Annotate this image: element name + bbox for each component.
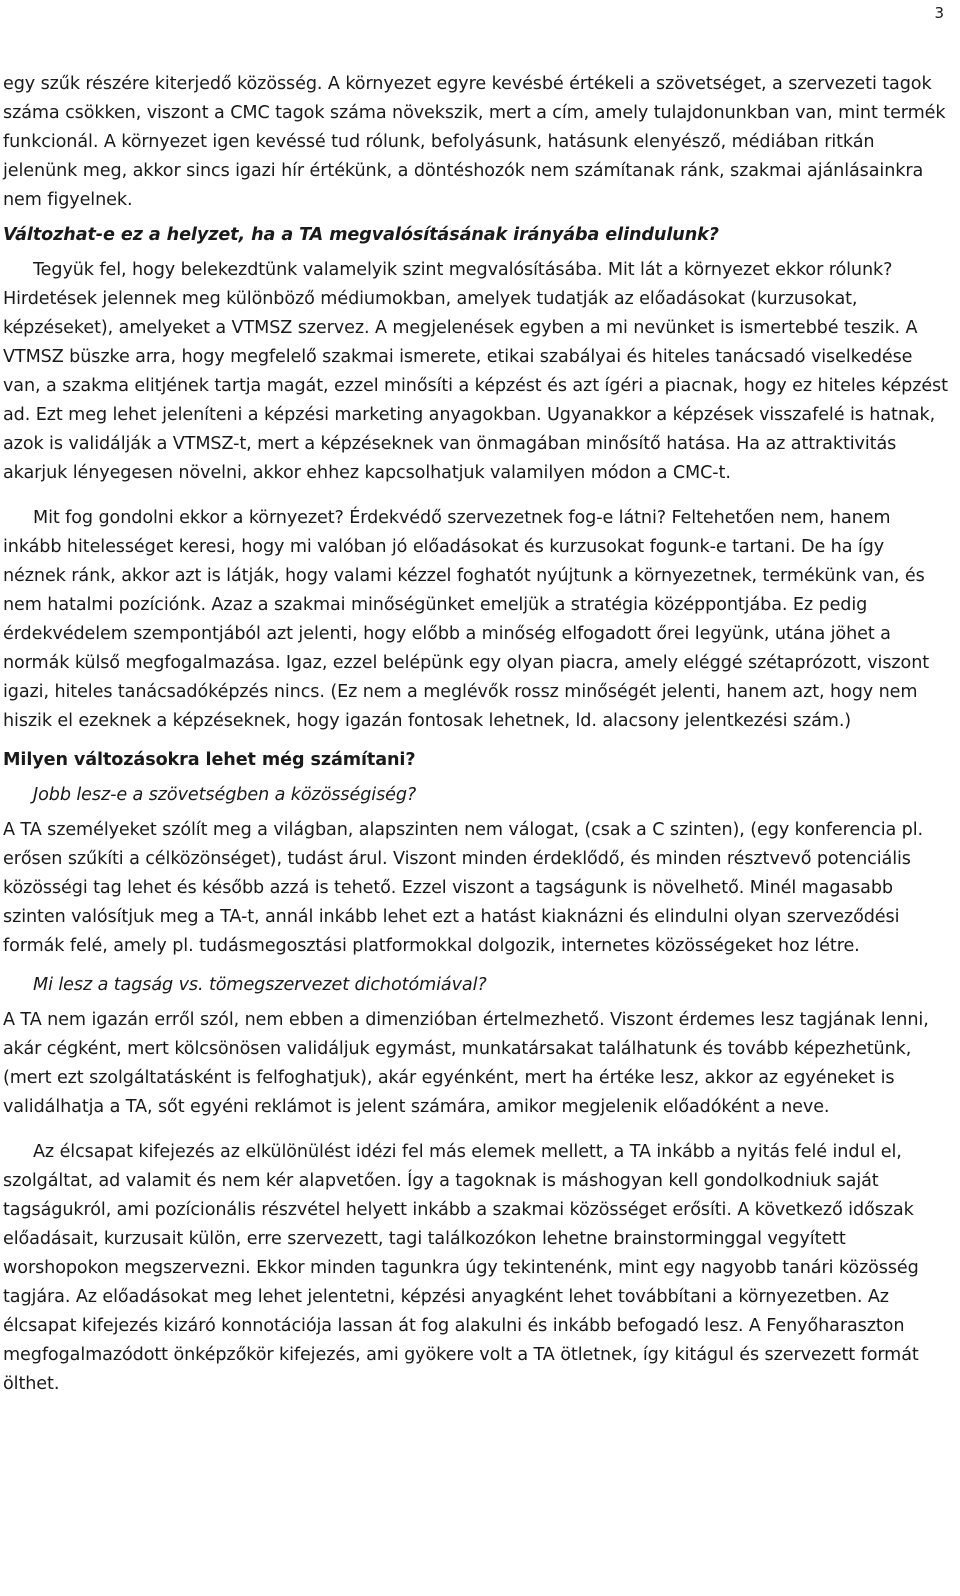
subheading-community: Jobb lesz-e a szövetségben a közösségiség? [33, 785, 417, 805]
section-question-heading: Változhat-e ez a helyzet, ha a TA megvalósításának irányába elindulunk? [3, 225, 719, 245]
paragraph-elite-team: Az élcsapat kifejezés az elkülönülést idézi fel más elemek mellett, a TA inkább a nyitás felé indul el, szolgáltat, ad valamit és nem kér alapvetően. Így a tagoknak is máshogyan kell gondolkodniuk saját tagságukról, ami pozícionális részvétel helyett inkább a szakmai közösséget erősíti. A következő időszak előadásait, kurzusait külön, erre szervezett, tagi találkozókon lehetne brainstorminggal vegyített worshopokon megszervezni. Ekkor minden tagunkra úgy tekintenénk, mint egy nagyobb tanári közösség tagjára. Az előadásokat meg lehet jelentetni, képzési anyagként lehet továbbítani a környezetben. Az élcsapat kifejezés kizáró konnotációja lassan át fog alakulni és inkább befogadó lesz. A Fenyőharaszton megfogalmazódott önképzőkör kifejezés, ami gyökere volt a TA ötletnek, így kitágul és szervezett formát ölthet. [3, 1142, 919, 1394]
paragraph-membership-growth: A TA személyeket szólít meg a világban, alapszinten nem válogat, (csak a C szinten), (egy konferencia pl. erősen szűkíti a célközönséget), tudást árul. Viszont minden érdeklődő, és minden résztvevő potenciális közösségi tag lehet és később azzá is tehető. Ezzel viszont a tagságunk is növelhető. Minél magasabb szinten valósítjuk meg a TA-t, annál inkább lehet ezt a hatást kiaknázni és elindulni olyan szerveződési formák felé, amely pl. tudásmegosztási platformokkal dolgozik, internetes közösségeket hoz létre. [3, 820, 924, 956]
section-heading-changes: Milyen változásokra lehet még számítani? [3, 750, 416, 770]
paragraph-validation: A TA nem igazán erről szól, nem ebben a dimenzióban értelmezhető. Viszont érdemes lesz tagjának lenni, akár cégként, mert kölcsönösen validáljuk egymást, munkatársakat találhatunk és tovább képezhetünk, (mert ezt szolgáltatásként is felfoghatjuk), akár egyénként, mert ha értéke lesz, akkor az egyéneket is validálhatja a TA, sőt egyéni reklámot is jelent számára, amikor megjelenik előadóként a neve. [3, 1010, 929, 1117]
paragraph-intro: egy szűk részére kiterjedő közösség. A környezet egyre kevésbé értékeli a szövetséget, a szervezeti tagok száma csökken, viszont a CMC tagok száma növekszik, mert a cím, amely tulajdonunkban van, mint termék funkcionál. A környezet igen kevéssé tud rólunk, befolyásunk, hatásunk elenyésző, médiában ritkán jelenünk meg, akkor sincs igazi hír értékünk, a döntéshozók nem számítanak ránk, szakmai ajánlásainkra nem figyelnek. [3, 74, 946, 210]
paragraph-environment-view: Mit fog gondolni ekkor a környezet? Érdekvédő szervezetnek fog-e látni? Feltehetően nem, hanem inkább hitelességet keresi, hogy mi valóban jó előadásokat és kurzusokat fogunk-e tartani. De ha így néznek ránk, akkor azt is látják, hogy valami kézzel foghatót nyújtunk a környezetnek, termékünk van, és nem hatalmi pozíciónk. Azaz a szakmai minőségünket emeljük a stratégia középpontjába. Ez pedig érdekvédelem szempontjából azt jelenti, hogy előbb a minőség elfogadott őrei legyünk, utána jöhet a normák külső megfogalmazása. Igaz, ezzel belépünk egy olyan piacra, amely eléggé szétaprózott, viszont igazi, hiteles tanácsadóképzés nincs. (Ez nem a meglévők rossz minőségét jelenti, hanem azt, hogy nem hiszik el ezeknek a képzéseknek, hogy igazán fontosak lehetnek, ld. alacsony jelentkezési szám.) [3, 508, 930, 731]
page-number: 3 [934, 4, 944, 22]
paragraph-advertising: Tegyük fel, hogy belekezdtünk valamelyik szint megvalósításába. Mit lát a környezet ekkor rólunk? Hirdetések jelennek meg különböző médiumokban, amelyek tudatják az előadásokat (kurzusokat, képzéseket), amelyeket a VTMSZ szervez. A megjelenések egyben a mi nevünket is ismertebbé teszik. A VTMSZ büszke arra, hogy megfelelő szakmai ismerete, etikai szabályai és hiteles tanácsadó viselkedése van, a szakma elitjének tartja magát, ezzel minősíti a képzést és azt ígéri a piacnak, hogy ez hiteles képzést ad. Ezt meg lehet jeleníteni a képzési marketing anyagokban. Ugyanakkor a képzések visszafelé is hatnak, azok is validálják a VTMSZ-t, mert a képzéseknek van önmagában minősítő hatása. Ha az attraktivitás akarjuk lényegesen növelni, akkor ehhez kapcsolhatjuk valamilyen módon a CMC-t. [3, 260, 948, 483]
document-body [0, 70, 948, 1399]
subheading-dichotomy: Mi lesz a tagság vs. tömegszervezet dichotómiával? [33, 975, 487, 995]
